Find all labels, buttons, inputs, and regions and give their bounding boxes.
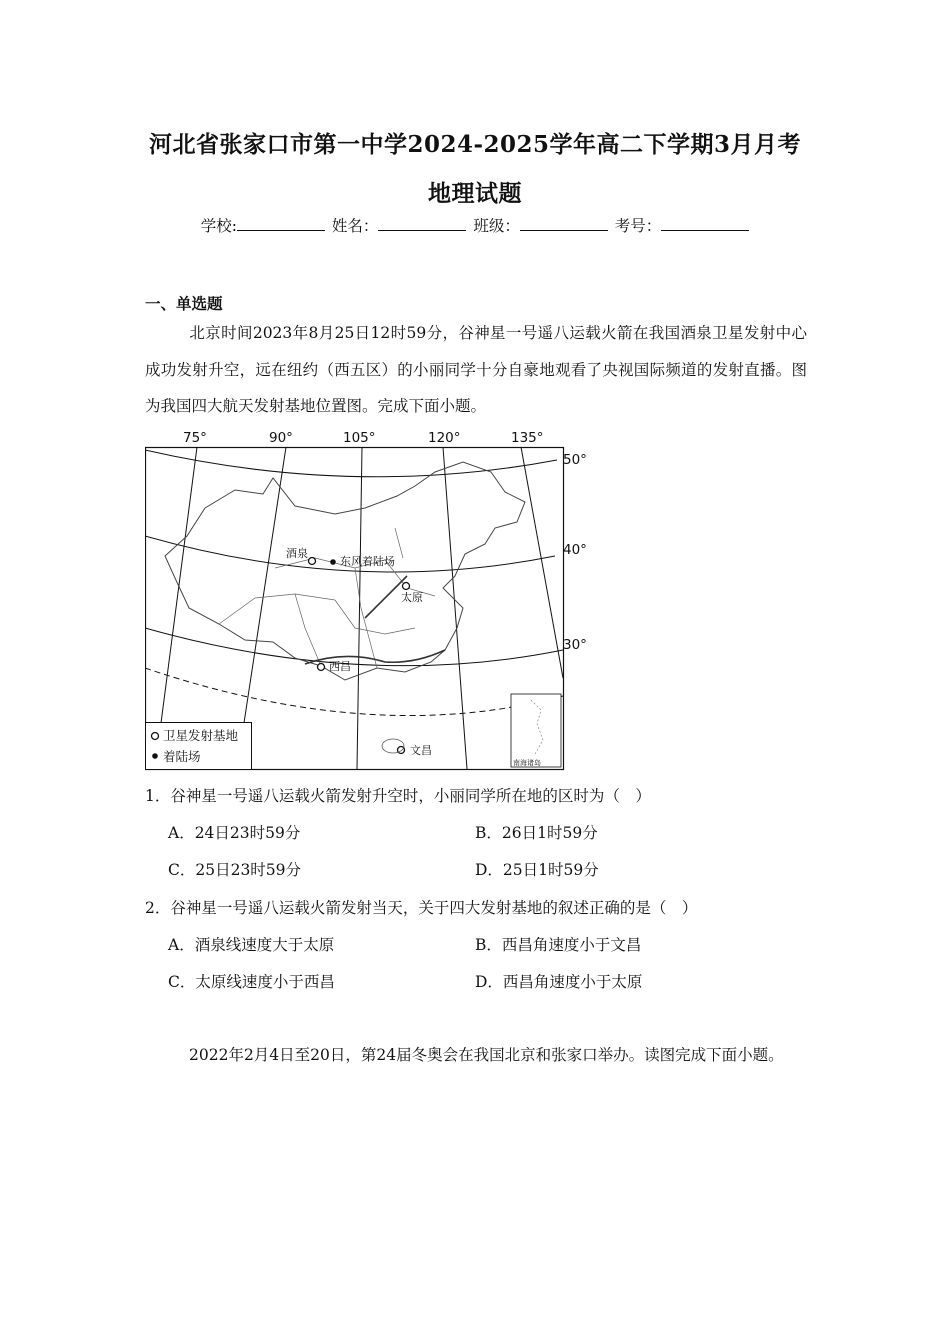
question-1-option-d[interactable]: D．25日1时59分 xyxy=(475,861,599,879)
dongfeng-marker xyxy=(330,559,336,565)
exam-number-blank[interactable] xyxy=(661,216,749,231)
document-title-line2: 地理试题 xyxy=(428,180,522,207)
intro-paragraph-1 xyxy=(145,315,807,425)
question-1-option-b[interactable]: B．26日1时59分 xyxy=(475,824,598,842)
xichang-marker xyxy=(318,664,325,671)
question-1-option-c[interactable]: C．25日23时59分 xyxy=(168,861,302,879)
dongfeng-label: 东风着陆场 xyxy=(340,555,395,568)
jiuquan-label: 酒泉 xyxy=(286,547,308,560)
taiyuan-marker xyxy=(403,583,410,590)
legend-landing-label: 着陆场 xyxy=(163,749,201,764)
legend-base-label: 卫星发射基地 xyxy=(163,728,239,743)
intro-text-2: 2022年2月4日至20日，第24届冬奥会在我国北京和张家口举办。读图完成下面小题。 xyxy=(189,1046,784,1064)
class-label: 班级： xyxy=(473,217,520,235)
wenchang-label: 文昌 xyxy=(410,744,432,757)
question-1-stem: 1．谷神星一号遥八运载火箭发射升空时，小丽同学所在地的区时为（ ） xyxy=(145,787,651,805)
taiyuan-label: 太原 xyxy=(401,591,423,604)
class-blank[interactable] xyxy=(520,216,608,231)
lon-label-105: 105° xyxy=(343,430,376,446)
intro-paragraph-2 xyxy=(145,1037,807,1074)
lat-label-30: 30° xyxy=(563,637,587,653)
xichang-label: 西昌 xyxy=(329,660,351,673)
lon-label-75: 75° xyxy=(183,430,207,446)
map-svg xyxy=(145,428,595,773)
inset-label: 南海诸岛 xyxy=(513,759,541,767)
map-frame xyxy=(146,448,564,770)
question-2-stem: 2．谷神星一号遥八运载火箭发射当天，关于四大发射基地的叙述正确的是（ ） xyxy=(145,899,698,917)
question-1-option-a[interactable]: A．24日23时59分 xyxy=(168,824,301,842)
lon-label-90: 90° xyxy=(269,430,293,446)
school-label: 学校: xyxy=(200,217,237,235)
question-2-option-c[interactable]: C．太原线速度小于西昌 xyxy=(168,973,335,991)
lon-label-135: 135° xyxy=(511,430,544,446)
legend-base-symbol xyxy=(152,733,159,740)
jiuquan-marker xyxy=(309,558,316,565)
name-blank[interactable] xyxy=(378,216,466,231)
launch-sites-map xyxy=(145,428,595,773)
name-label: 姓名： xyxy=(331,217,379,235)
lon-label-120: 120° xyxy=(428,430,461,446)
section-heading: 一、单选题 xyxy=(145,294,223,313)
student-info-row xyxy=(0,214,950,236)
intro-text-1: 北京时间2023年8月25日12时59分，谷神星一号遥八运载火箭在我国酒泉卫星发射中心成功发射升空，远在纽约（西五区）的小丽同学十分自豪地观看了央视国际频道的发射直播。图为我国四大航天发射基地位置图。完成下面小题。 xyxy=(145,324,807,415)
legend-landing-symbol xyxy=(152,753,158,759)
meridians xyxy=(155,447,563,769)
question-2-option-d[interactable]: D．西昌角速度小于太原 xyxy=(475,973,643,991)
lat-label-50: 50° xyxy=(563,452,587,468)
document-title-line1: 河北省张家口市第一中学2024-2025学年高二下学期3月月考 xyxy=(148,131,802,158)
lat-label-40: 40° xyxy=(563,542,587,558)
school-blank[interactable] xyxy=(237,216,325,231)
exam-number-label: 考号： xyxy=(614,217,662,235)
south-china-sea-inset xyxy=(511,694,561,767)
question-2-option-a[interactable]: A．酒泉线速度大于太原 xyxy=(168,936,335,954)
parallels xyxy=(145,450,563,716)
question-2-option-b[interactable]: B．西昌角速度小于文昌 xyxy=(475,936,642,954)
